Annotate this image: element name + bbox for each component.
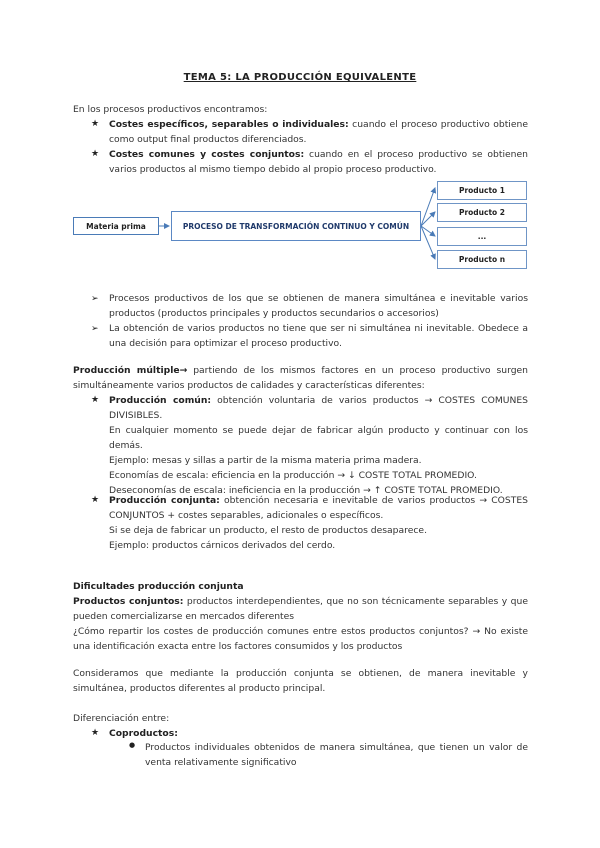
star-bullet-icon: ★ bbox=[91, 119, 100, 129]
star-bullet-icon: ★ bbox=[91, 495, 100, 505]
coproductos-label bbox=[109, 726, 528, 741]
page-title: TEMA 5: LA PRODUCCIÓN EQUIVALENTE bbox=[183, 72, 417, 83]
star-bullet-icon: ★ bbox=[91, 728, 100, 738]
intro-text: En los procesos productivos encontramos: bbox=[73, 104, 268, 115]
comun-text: obtención voluntaria de varios productos → COSTES COMUNES DIVISIBLES. bbox=[109, 395, 528, 421]
comun-bold: Producción común: bbox=[109, 395, 212, 406]
process-box: PROCESO DE TRANSFORMACIÓN CONTINUO Y COMÚN bbox=[171, 211, 421, 241]
conjunta-line-3: Ejemplo: productos cárnicos derivados del cerdo. bbox=[109, 540, 336, 551]
coproductos-text: Productos individuales obtenidos de manera simultánea, que tienen un valor de venta relativamente significativo bbox=[145, 742, 528, 768]
comun-line-4: Economías de escala: eficiencia en la producción → ↓ COSTE TOTAL PROMEDIO. bbox=[109, 470, 477, 481]
dificultades-heading-text: Dificultades producción conjunta bbox=[73, 581, 244, 592]
production-diagram bbox=[73, 178, 528, 270]
diferenciacion-text: Diferenciación entre: bbox=[73, 713, 170, 724]
multiple-text: partiendo de los mismos factores en un proceso productivo surgen simultáneamente varios productos de calidades y características diferentes: bbox=[73, 365, 529, 391]
productos-conjuntos bbox=[73, 594, 528, 624]
produccion-conjunta bbox=[109, 493, 528, 553]
comun-line-3: Ejemplo: mesas y sillas a partir de la misma materia prima madera. bbox=[109, 455, 422, 466]
materia-prima-box: Materia prima bbox=[73, 217, 159, 235]
produccion-multiple bbox=[73, 363, 528, 393]
arrow-bullet-icon: ➢ bbox=[91, 294, 99, 304]
produccion-comun bbox=[109, 393, 528, 498]
star-bullet-icon: ★ bbox=[91, 395, 100, 405]
conjunta-line-2: Si se deja de fabricar un producto, el resto de productos desaparece. bbox=[109, 525, 427, 536]
dificultades-heading bbox=[73, 579, 528, 594]
comun-line-2: En cualquier momento se puede dejar de fabricar algún producto y continuar con los demás. bbox=[109, 425, 528, 451]
bullet-bold: Costes específicos, separables o individuales: bbox=[109, 119, 349, 130]
bullet-costes-comunes bbox=[109, 147, 528, 177]
arrow-item-1: Procesos productivos de los que se obtienen de manera simultánea e inevitable varios productos (productos principales y productos secundarios o accesorios) bbox=[109, 293, 528, 319]
question-text: ¿Cómo repartir los costes de producción comunes entre estos productos conjuntos? → No existe una identificación exacta entre los factores consumidos y los productos bbox=[73, 626, 528, 652]
bullet-costes-especificos bbox=[109, 117, 528, 147]
consideramos-text: Consideramos que mediante la producción conjunta se obtienen, de manera inevitable y simultánea, productos diferentes al producto principal. bbox=[73, 668, 528, 694]
bullet-text: cuando el proceso productivo obtiene como output final productos diferenciados. bbox=[109, 119, 528, 145]
coproductos-label-text: Coproductos: bbox=[109, 728, 178, 739]
product-box-3: ... bbox=[437, 227, 527, 246]
product-box-2: Producto 2 bbox=[437, 203, 527, 222]
conjuntos-text: productos interdependientes, que no son técnicamente separables y que pueden comercializarse en mercados diferentes bbox=[73, 596, 528, 622]
dot-bullet-icon: ● bbox=[129, 741, 136, 749]
conjunta-bold: Producción conjunta: bbox=[109, 495, 220, 506]
comun-line-5: Deseconomías de escala: ineficiencia en la producción → ↑ COSTE TOTAL PROMEDIO. bbox=[109, 485, 503, 496]
arrow-bullet-icon: ➢ bbox=[91, 324, 99, 334]
conjunta-text: obtención necesaria e inevitable de varios productos → COSTES CONJUNTOS + costes separables, adicionales o específicos. bbox=[109, 495, 528, 521]
product-box-n: Producto n bbox=[437, 250, 527, 269]
arrow-item-2: La obtención de varios productos no tiene que ser ni simultánea ni inevitable. Obedece a una decisión para optimizar el proceso productivo. bbox=[109, 323, 528, 349]
multiple-bold: Producción múltiple→ bbox=[73, 365, 188, 376]
product-box-1: Producto 1 bbox=[437, 181, 527, 200]
bullet-text: cuando en el proceso productivo se obtienen varios productos al mismo tiempo debido al propio proceso productivo. bbox=[109, 149, 528, 175]
arrow-output-1 bbox=[421, 188, 435, 226]
bullet-bold: Costes comunes y costes conjuntos: bbox=[109, 149, 305, 160]
star-bullet-icon: ★ bbox=[91, 149, 100, 159]
conjuntos-bold: Productos conjuntos: bbox=[73, 596, 184, 607]
